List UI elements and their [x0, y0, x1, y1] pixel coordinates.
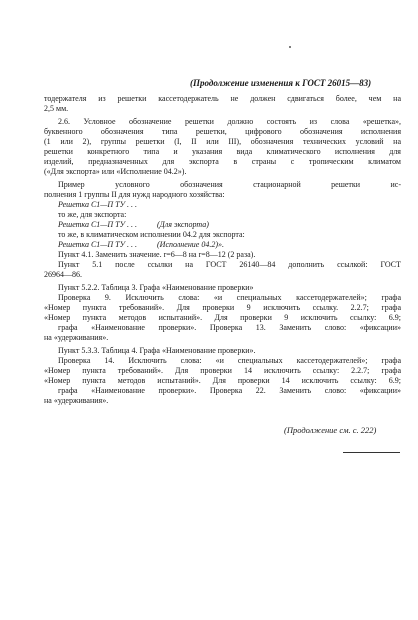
text-line: 2,5 мм.: [44, 104, 69, 113]
text-line: изделий, предназначенных для экспорта в страны с тропическим климатом: [44, 157, 401, 166]
text-line: Проверка 14. Исключить слова: «и специальных кассетодержателей»; графа: [58, 356, 401, 365]
text-line: на «удерживания».: [44, 396, 109, 405]
text-line: графа «Наименование проверки». Проверка 22. Заменить слово: «фиксации»: [58, 386, 401, 395]
text-line: Проверка 9. Исключить слова: «и специальных кассетодержателей»; графа: [58, 293, 401, 302]
text-line: буквенного обозначения типа решетки, цифрового обозначения исполнения: [44, 127, 401, 136]
footer-rule: [343, 452, 400, 453]
text-line: тодержателя из решетки кассетодержатель не должен сдвигаться более, чем на: [44, 94, 401, 103]
text-line: «Номер пункта методов испытаний». Для проверки 9 исключить ссылку: 6.9;: [44, 313, 401, 322]
text-line: полнения 1 группы II для нужд народного хозяйства:: [44, 190, 225, 199]
page-header: (Продолжение изменения к ГОСТ 26015—83): [190, 78, 372, 88]
text-line: Пункт 5.3.3. Таблица 4. Графа «Наименование проверки».: [58, 346, 256, 355]
text-line: Пункт 4.1. Заменить значение. r=6—8 на r=8—12 (2 раза).: [58, 250, 256, 259]
text-line: то же, в климатическом исполнении 04.2 для экспорта:: [58, 230, 245, 239]
text-line: (1 или 2), группы решетки (I, II или III), обозначения технических условий на: [44, 137, 401, 146]
text-line: решетки конкретного типа и указания вида климатического исполнения для: [44, 147, 401, 156]
example-line: Решетка С1—П ТУ . . . (Для экспорта): [58, 220, 209, 229]
text-line: Пункт 5.2.2. Таблица 3. Графа «Наименование проверки»: [58, 283, 254, 292]
speck-mark: [289, 46, 291, 48]
text-line: 26964—86.: [44, 270, 82, 279]
text-line: «Номер пункта требований». Для проверки 14 исключить ссылку: 2.2.7; графа: [44, 366, 401, 375]
example-line: Решетка С1—П ТУ . . .: [58, 200, 138, 209]
text-line: Пункт 5.1 после ссылки на ГОСТ 26140—84 дополнить ссылкой: ГОСТ: [58, 260, 401, 269]
text-line: графа «Наименование проверки». Проверка 13. Заменить слово: «фиксации»: [58, 323, 401, 332]
continuation-note: (Продолжение см. с. 222): [284, 425, 377, 435]
text-line: «Номер пункта требований». Для проверки 9 исключить ссылку. 2.2.7; графа: [44, 303, 401, 312]
text-line: Пример условного обозначения стационарной решетки ис-: [58, 180, 401, 189]
text-line: «Номер пункта методов испытаний». Для проверки 14 исключить ссылку: 6.9;: [44, 376, 401, 385]
text-line: на «удерживания».: [44, 333, 109, 342]
example-line: Решетка С1—П ТУ . . . (Исполнение 04.2)».: [58, 240, 224, 249]
text-line: то же, для экспорта:: [58, 210, 127, 219]
text-line: («Для экспорта» или «Исполнение 04.2»).: [44, 167, 187, 176]
text-line: 2.6. Условное обозначение решетки должно состоять из слова «решетка»,: [58, 117, 401, 126]
